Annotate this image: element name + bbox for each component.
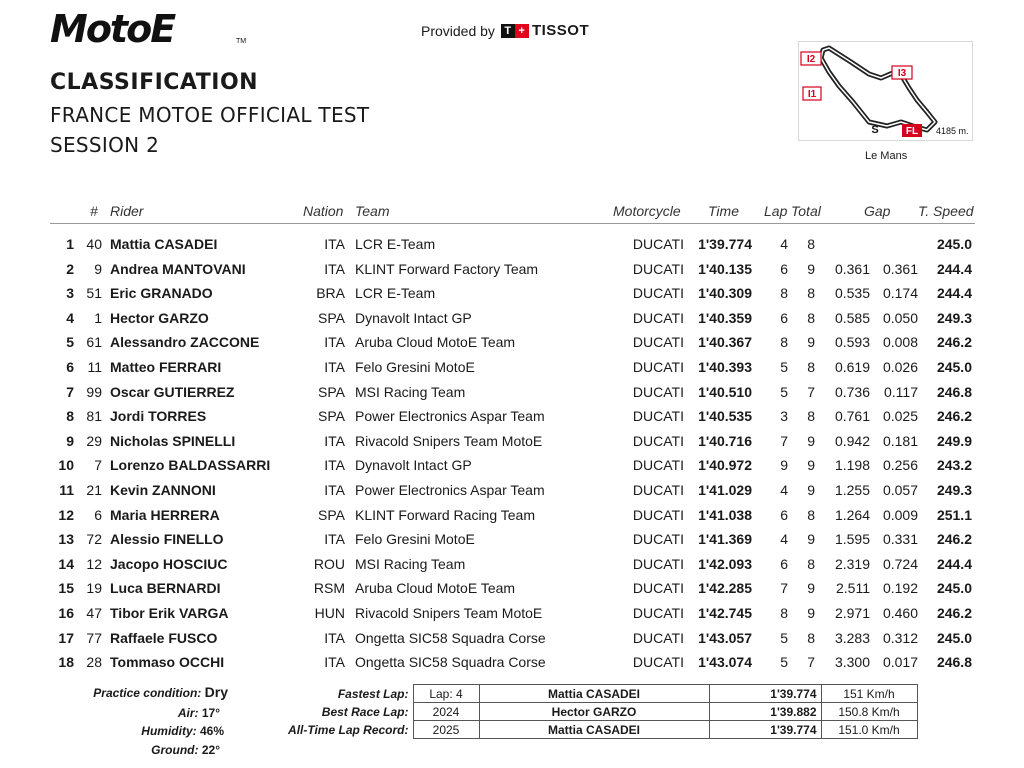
total-laps: 8 xyxy=(807,358,815,375)
record-time: 1'39.774 xyxy=(709,721,821,739)
motorcycle: DUCATI xyxy=(632,654,684,671)
rider-name: Alessio FINELLO xyxy=(110,531,224,548)
team: Ongetta SIC58 Squadra Corse xyxy=(355,654,546,671)
track-length: 4185 m. xyxy=(936,126,969,136)
rider-name: Tibor Erik VARGA xyxy=(110,604,229,621)
top-speed: 245.0 xyxy=(936,236,972,252)
team: Power Electronics Aspar Team xyxy=(355,408,545,425)
team: Dynavolt Intact GP xyxy=(355,309,472,326)
lap-time: 1'40.716 xyxy=(698,432,752,449)
nation: SPA xyxy=(318,506,345,523)
rider-name: Matteo FERRARI xyxy=(110,358,222,375)
record-time: 1'39.774 xyxy=(709,685,821,703)
nation: BRA xyxy=(316,285,345,302)
record-label: Best Race Lap: xyxy=(321,704,409,719)
provided-by-label: Provided by xyxy=(421,22,495,39)
team: Dynavolt Intact GP xyxy=(355,457,472,474)
total-laps: 9 xyxy=(807,432,815,449)
table-row xyxy=(0,281,1024,306)
rider-number: 29 xyxy=(86,432,102,449)
rider-number: 6 xyxy=(94,506,102,523)
rider-name: Eric GRANADO xyxy=(110,285,213,302)
total-laps: 9 xyxy=(807,531,815,548)
lap-time: 1'41.029 xyxy=(698,481,752,498)
record-info: Lap: 4 xyxy=(413,685,479,703)
top-speed: 249.3 xyxy=(936,481,972,498)
nation: ITA xyxy=(324,358,345,375)
nation: HUN xyxy=(314,604,345,621)
best-lap: 9 xyxy=(780,457,788,474)
rider-number: 11 xyxy=(87,358,102,375)
table-row xyxy=(0,650,1024,675)
logo-trademark: TM xyxy=(236,38,247,45)
ground-temperature xyxy=(151,743,220,757)
gap-first: 3.300 xyxy=(834,654,870,671)
position: 2 xyxy=(66,260,74,277)
rider-name: Jacopo HOSCIUC xyxy=(110,555,228,572)
top-speed: 249.9 xyxy=(936,432,972,449)
position: 16 xyxy=(58,604,74,621)
air-value: 17° xyxy=(201,706,220,720)
lap-records-table xyxy=(283,684,918,739)
motorcycle: DUCATI xyxy=(632,531,684,548)
table-row xyxy=(0,453,1024,478)
record-speed: 151 Km/h xyxy=(821,685,917,703)
gap-previous: 0.008 xyxy=(882,334,918,351)
total-laps: 9 xyxy=(807,334,815,351)
position: 17 xyxy=(58,629,74,646)
air-temperature xyxy=(178,706,220,720)
table-row xyxy=(0,257,1024,282)
total-laps: 9 xyxy=(807,481,815,498)
nation: ITA xyxy=(324,629,345,646)
motorcycle: DUCATI xyxy=(632,604,684,621)
gap-first: 0.535 xyxy=(834,285,870,302)
gap-first: 1.198 xyxy=(834,457,870,474)
gap-first: 1.595 xyxy=(834,531,870,548)
rider-name: Luca BERNARDI xyxy=(110,580,221,597)
gap-previous: 0.331 xyxy=(882,531,918,548)
lap-time: 1'40.393 xyxy=(698,358,752,375)
gap-previous: 0.050 xyxy=(882,309,918,326)
rider-name: Kevin ZANNONI xyxy=(110,481,216,498)
table-row xyxy=(0,232,1024,257)
top-speed: 245.0 xyxy=(936,358,972,375)
total-laps: 8 xyxy=(807,629,815,646)
gap-previous: 0.025 xyxy=(882,408,918,425)
motorcycle: DUCATI xyxy=(632,481,684,498)
gap-first: 2.511 xyxy=(836,580,870,597)
practice-condition xyxy=(93,684,228,700)
ground-value: 22° xyxy=(201,743,220,757)
record-time: 1'39.882 xyxy=(709,703,821,721)
position: 1 xyxy=(66,236,74,252)
best-lap: 7 xyxy=(780,580,788,597)
rider-number: 9 xyxy=(94,260,102,277)
record-rider: Mattia CASADEI xyxy=(479,685,709,703)
rider-name: Tommaso OCCHI xyxy=(110,654,225,671)
marker-i2: I2 xyxy=(806,54,816,65)
total-laps: 7 xyxy=(807,654,815,671)
best-lap: 6 xyxy=(780,555,788,572)
position: 13 xyxy=(58,531,74,548)
team: Power Electronics Aspar Team xyxy=(355,481,545,498)
gap-first: 1.255 xyxy=(834,481,870,498)
total-laps: 9 xyxy=(807,457,815,474)
provider-credit xyxy=(421,22,589,39)
rider-number: 28 xyxy=(86,654,102,671)
lap-time: 1'40.135 xyxy=(698,260,752,277)
gap-first: 0.736 xyxy=(834,383,870,400)
top-speed: 244.4 xyxy=(936,260,972,277)
best-lap: 3 xyxy=(780,408,788,425)
track-name: Le Mans xyxy=(865,150,908,162)
gap-previous: 0.361 xyxy=(882,260,918,277)
nation: ITA xyxy=(324,481,345,498)
air-label: Air: xyxy=(177,706,199,720)
table-row xyxy=(0,503,1024,528)
position: 9 xyxy=(66,432,74,449)
top-speed: 251.1 xyxy=(936,506,972,523)
rider-number: 19 xyxy=(86,580,102,597)
lap-time: 1'42.285 xyxy=(698,580,752,597)
motorcycle: DUCATI xyxy=(632,408,684,425)
gap-previous: 0.256 xyxy=(882,457,918,474)
position: 7 xyxy=(66,383,74,400)
best-lap: 7 xyxy=(780,432,788,449)
total-laps: 8 xyxy=(807,309,815,326)
motoe-logo xyxy=(50,8,250,50)
top-speed: 246.2 xyxy=(936,531,972,548)
best-lap: 5 xyxy=(780,629,788,646)
nation: ITA xyxy=(324,654,345,671)
record-row xyxy=(283,721,917,739)
motorcycle: DUCATI xyxy=(632,260,684,277)
lap-time: 1'41.038 xyxy=(698,506,752,523)
rider-number: 99 xyxy=(86,383,102,400)
rider-number: 81 xyxy=(86,408,102,425)
record-info: 2025 xyxy=(413,721,479,739)
rider-name: Raffaele FUSCO xyxy=(110,629,218,646)
col-header-time: Time xyxy=(708,203,739,219)
col-header-lap: Lap xyxy=(764,203,788,219)
total-laps: 8 xyxy=(807,408,815,425)
best-lap: 8 xyxy=(780,285,788,302)
total-laps: 9 xyxy=(807,604,815,621)
humidity xyxy=(141,724,224,738)
nation: ITA xyxy=(324,260,345,277)
lap-time: 1'40.535 xyxy=(698,408,752,425)
table-row xyxy=(0,478,1024,503)
team: Rivacold Snipers Team MotoE xyxy=(355,604,543,621)
rider-number: 40 xyxy=(86,236,102,252)
gap-previous: 0.724 xyxy=(882,555,918,572)
gap-previous: 0.057 xyxy=(882,481,918,498)
track-layout-icon xyxy=(799,42,974,142)
table-row xyxy=(0,306,1024,331)
marker-i1: I1 xyxy=(807,89,817,100)
table-row xyxy=(0,552,1024,577)
lap-time: 1'40.359 xyxy=(698,309,752,326)
motorcycle: DUCATI xyxy=(632,506,684,523)
page-title: CLASSIFICATION xyxy=(50,70,259,95)
motorcycle: DUCATI xyxy=(632,309,684,326)
top-speed: 244.4 xyxy=(936,555,972,572)
session-title: SESSION 2 xyxy=(50,133,160,157)
position: 3 xyxy=(66,285,74,302)
record-rider: Hector GARZO xyxy=(479,703,709,721)
col-header-team: Team xyxy=(355,203,390,219)
gap-previous: 0.181 xyxy=(882,432,918,449)
nation: ROU xyxy=(313,555,345,572)
top-speed: 244.4 xyxy=(936,285,972,302)
nation: ITA xyxy=(324,236,345,252)
top-speed: 246.2 xyxy=(936,408,972,425)
gap-previous: 0.009 xyxy=(882,506,918,523)
motorcycle: DUCATI xyxy=(632,285,684,302)
table-row xyxy=(0,576,1024,601)
top-speed: 249.3 xyxy=(936,309,972,326)
rider-name: Hector GARZO xyxy=(110,309,209,326)
table-row xyxy=(0,355,1024,380)
lap-time: 1'39.774 xyxy=(698,236,752,252)
rider-name: Alessandro ZACCONE xyxy=(110,334,260,351)
total-laps: 8 xyxy=(807,236,815,252)
record-speed: 151.0 Km/h xyxy=(821,721,917,739)
circuit-map xyxy=(798,41,973,141)
nation: ITA xyxy=(324,334,345,351)
gap-first: 0.361 xyxy=(834,260,870,277)
best-lap: 6 xyxy=(780,260,788,277)
nation: ITA xyxy=(324,432,345,449)
team: Felo Gresini MotoE xyxy=(355,358,475,375)
event-title: FRANCE MOTOE OFFICIAL TEST xyxy=(50,103,370,127)
gap-previous: 0.174 xyxy=(882,285,918,302)
best-lap: 8 xyxy=(780,334,788,351)
rider-name: Mattia CASADEI xyxy=(110,236,218,252)
table-row xyxy=(0,601,1024,626)
gap-first: 0.585 xyxy=(834,309,870,326)
rider-number: 21 xyxy=(86,481,102,498)
gap-previous: 0.312 xyxy=(882,629,918,646)
marker-finish-line: FL xyxy=(905,126,919,137)
table-row xyxy=(0,626,1024,651)
team: Aruba Cloud MotoE Team xyxy=(355,580,516,597)
col-header-rider: Rider xyxy=(110,203,144,219)
best-lap: 5 xyxy=(780,654,788,671)
best-lap: 4 xyxy=(780,236,788,252)
gap-first: 0.761 xyxy=(834,408,870,425)
ground-label: Ground: xyxy=(151,743,199,757)
lap-time: 1'42.093 xyxy=(698,555,752,572)
position: 15 xyxy=(58,580,74,597)
best-lap: 4 xyxy=(780,481,788,498)
team: Aruba Cloud MotoE Team xyxy=(355,334,516,351)
top-speed: 246.2 xyxy=(936,334,972,351)
record-rider: Mattia CASADEI xyxy=(479,721,709,739)
position: 8 xyxy=(66,408,74,425)
record-label: Fastest Lap: xyxy=(337,686,409,701)
best-lap: 5 xyxy=(780,358,788,375)
table-row xyxy=(0,380,1024,405)
nation: ITA xyxy=(324,457,345,474)
tissot-logo xyxy=(501,22,589,39)
header-divider xyxy=(50,223,975,224)
logo-text: MotoE xyxy=(50,7,175,51)
rider-number: 77 xyxy=(86,629,102,646)
team: MSI Racing Team xyxy=(355,383,466,400)
rider-number: 61 xyxy=(86,334,102,351)
motorcycle: DUCATI xyxy=(632,383,684,400)
record-label: All-Time Lap Record: xyxy=(288,722,409,737)
col-header-gap: Gap xyxy=(864,203,891,219)
record-info: 2024 xyxy=(413,703,479,721)
team: Felo Gresini MotoE xyxy=(355,531,475,548)
best-lap: 5 xyxy=(780,383,788,400)
gap-first: 2.319 xyxy=(834,555,870,572)
classification-table xyxy=(0,232,1024,675)
rider-name: Andrea MANTOVANI xyxy=(110,260,246,277)
nation: RSM xyxy=(313,580,345,597)
rider-name: Maria HERRERA xyxy=(110,506,220,523)
practice-condition-label: Practice condition: xyxy=(93,686,202,700)
top-speed: 246.8 xyxy=(936,654,972,671)
col-header-motorcycle: Motorcycle xyxy=(613,203,681,219)
position: 6 xyxy=(66,358,74,375)
gap-first: 0.619 xyxy=(834,358,870,375)
team: Rivacold Snipers Team MotoE xyxy=(355,432,543,449)
rider-number: 1 xyxy=(94,309,102,326)
lap-time: 1'40.309 xyxy=(698,285,752,302)
team: MSI Racing Team xyxy=(355,555,466,572)
practice-condition-value: Dry xyxy=(204,684,228,700)
table-row xyxy=(0,429,1024,454)
rider-name: Nicholas SPINELLI xyxy=(110,432,236,449)
total-laps: 9 xyxy=(807,580,815,597)
position: 12 xyxy=(58,506,74,523)
lap-time: 1'42.745 xyxy=(698,604,752,621)
team: LCR E-Team xyxy=(355,236,436,252)
top-speed: 243.2 xyxy=(936,457,972,474)
total-laps: 7 xyxy=(807,383,815,400)
motorcycle: DUCATI xyxy=(632,555,684,572)
nation: SPA xyxy=(318,408,345,425)
motorcycle: DUCATI xyxy=(632,358,684,375)
lap-time: 1'43.074 xyxy=(698,654,752,671)
lap-time: 1'40.972 xyxy=(698,457,752,474)
best-lap: 4 xyxy=(780,531,788,548)
position: 11 xyxy=(59,481,74,498)
gap-first: 2.971 xyxy=(834,604,870,621)
motorcycle: DUCATI xyxy=(632,236,684,252)
nation: SPA xyxy=(318,383,345,400)
gap-first: 3.283 xyxy=(834,629,870,646)
gap-previous: 0.017 xyxy=(882,654,918,671)
gap-first: 0.593 xyxy=(834,334,870,351)
sponsor-name: TISSOT xyxy=(531,22,590,39)
motorcycle: DUCATI xyxy=(632,580,684,597)
lap-time: 1'41.369 xyxy=(698,531,752,548)
lap-time: 1'40.510 xyxy=(698,383,752,400)
col-header-nation: Nation xyxy=(303,203,344,219)
rider-number: 7 xyxy=(94,457,102,474)
record-row xyxy=(283,685,917,703)
team: Ongetta SIC58 Squadra Corse xyxy=(355,629,546,646)
team: KLINT Forward Racing Team xyxy=(355,506,535,523)
rider-number: 72 xyxy=(86,531,102,548)
motorcycle: DUCATI xyxy=(632,432,684,449)
nation: SPA xyxy=(318,309,345,326)
gap-previous: 0.460 xyxy=(882,604,918,621)
gap-previous: 0.117 xyxy=(884,383,918,400)
top-speed: 246.8 xyxy=(936,383,972,400)
team: LCR E-Team xyxy=(355,285,436,302)
motorcycle: DUCATI xyxy=(632,334,684,351)
total-laps: 8 xyxy=(807,555,815,572)
total-laps: 8 xyxy=(807,506,815,523)
position: 10 xyxy=(58,457,74,474)
col-header-speed: T. Speed xyxy=(918,203,974,219)
top-speed: 246.2 xyxy=(936,604,972,621)
humidity-value: 46% xyxy=(199,724,224,738)
rider-name: Oscar GUTIERREZ xyxy=(110,383,235,400)
table-row xyxy=(0,527,1024,552)
best-lap: 8 xyxy=(780,604,788,621)
col-header-total: Total xyxy=(791,203,821,219)
team: KLINT Forward Factory Team xyxy=(355,260,539,277)
position: 14 xyxy=(58,555,74,572)
best-lap: 6 xyxy=(780,309,788,326)
rider-number: 12 xyxy=(86,555,102,572)
position: 5 xyxy=(66,334,74,351)
total-laps: 9 xyxy=(807,260,815,277)
lap-time: 1'40.367 xyxy=(698,334,752,351)
record-speed: 150.8 Km/h xyxy=(821,703,917,721)
gap-first: 0.942 xyxy=(834,432,870,449)
gap-previous: 0.192 xyxy=(882,580,918,597)
col-header-num: # xyxy=(90,203,98,219)
rider-name: Jordi TORRES xyxy=(110,408,207,425)
table-row xyxy=(0,330,1024,355)
tissot-icon: T + xyxy=(501,24,529,38)
gap-previous: 0.026 xyxy=(882,358,918,375)
table-row xyxy=(0,404,1024,429)
best-lap: 6 xyxy=(780,506,788,523)
nation: ITA xyxy=(324,531,345,548)
gap-first: 1.264 xyxy=(834,506,870,523)
humidity-label: Humidity: xyxy=(141,724,197,738)
record-row xyxy=(283,703,917,721)
marker-start: S xyxy=(871,124,879,136)
rider-number: 51 xyxy=(86,285,102,302)
top-speed: 245.0 xyxy=(936,629,972,646)
marker-i3: I3 xyxy=(897,68,907,79)
lap-time: 1'43.057 xyxy=(698,629,752,646)
top-speed: 245.0 xyxy=(936,580,972,597)
rider-number: 47 xyxy=(86,604,102,621)
total-laps: 8 xyxy=(807,285,815,302)
position: 18 xyxy=(58,654,74,671)
motorcycle: DUCATI xyxy=(632,629,684,646)
position: 4 xyxy=(66,309,74,326)
motorcycle: DUCATI xyxy=(632,457,684,474)
rider-name: Lorenzo BALDASSARRI xyxy=(110,457,271,474)
